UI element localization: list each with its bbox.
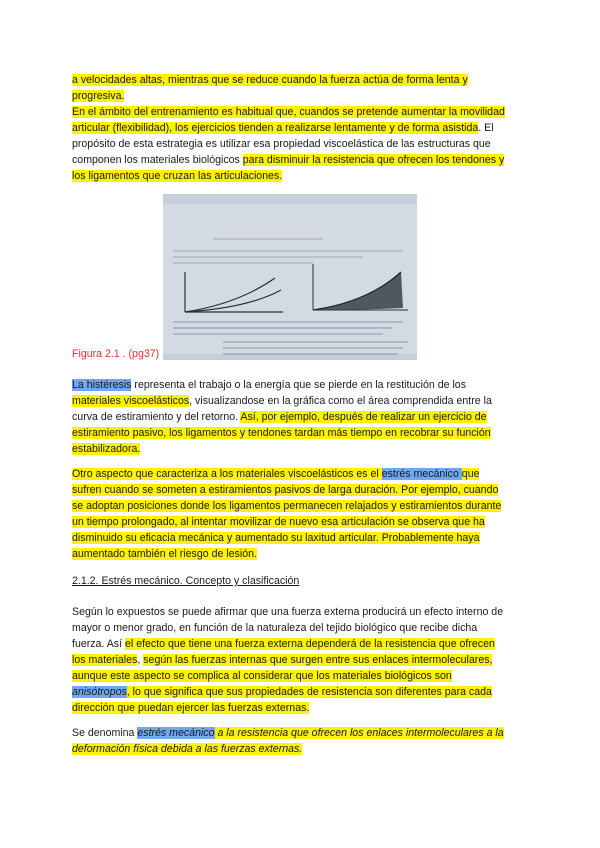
text-line: estiramiento pasivo, los ligamentos y tendones tardan más tiempo en recobrar su función <box>72 427 491 439</box>
heading-text: 2.1.2. Estrés mecánico. Concepto y clasificación <box>72 575 300 587</box>
text-line: a la resistencia que ofrecen los enlaces intermoleculares a la <box>214 727 504 739</box>
text-line: propósito de esta estrategia es utilizar esa propiedad viscoelástica de las estructuras que <box>72 138 491 150</box>
text-line: Según lo expuestos se puede afirmar que una fuerza externa producirá un efecto interno de <box>72 606 504 618</box>
figure-graph-image <box>163 194 417 360</box>
text-line: , <box>137 654 144 666</box>
text-line: , visualizandose en la gráfica como el área comprendida entre la <box>189 395 492 407</box>
text-line: deformación física debida a las fuerzas externas. <box>72 743 303 755</box>
figure-photo <box>163 194 417 360</box>
text-line: progresiva. <box>72 90 125 102</box>
text-line: materiales viscoelásticos <box>72 395 190 407</box>
text-line: articular (flexibilidad), <box>72 122 176 134</box>
highlighted-term: La histéresis <box>72 379 132 391</box>
text-line: los materiales <box>72 654 138 666</box>
text-line: aunque este aspecto se complica al considerar que los materiales biológicos son <box>72 670 452 682</box>
paragraph-flexibility <box>72 72 528 184</box>
text-line: Se denomina <box>72 727 138 739</box>
text-line: aumentado también el riesgo de lesión. <box>72 548 257 560</box>
text-line: componen los materiales biológicos <box>72 154 243 166</box>
paragraph-mechanical-stress <box>72 466 528 562</box>
text-line: para disminuir la resistencia que ofrecen los tendones y <box>242 154 505 166</box>
text-line: a velocidades altas, mientras que se reduce cuando la fuerza actúa de forma lenta y <box>72 74 468 86</box>
text-line: , lo que significa que sus propiedades de resistencia son diferentes para cada <box>126 686 492 698</box>
text-line: Otro aspecto que caracteriza a los materiales viscoelásticos es el <box>72 468 382 480</box>
text-line: el efecto que tiene una fuerza externa dependerá de la resistencia que ofrecen <box>125 638 495 650</box>
text-line: que <box>461 468 480 480</box>
text-line: fuerza. Así <box>72 638 125 650</box>
section-heading <box>72 573 528 589</box>
text-line: un tiempo prolongado, al intentar movilizar de nuevo esa articulación se observa que ha <box>72 516 485 528</box>
paragraph-external-force <box>72 604 528 716</box>
text-line: sufren cuando se someten a estiramientos pasivos de larga duración. Por ejemplo, cuando <box>72 484 499 496</box>
text-line: Así, por ejemplo, después de realizar un ejercicio de <box>240 411 487 423</box>
highlighted-term: estrés mecánico <box>137 727 215 739</box>
highlighted-term: estrés mecánico <box>381 468 462 480</box>
text-line: según las fuerzas internas que surgen entre sus enlaces intermoleculares, <box>143 654 493 666</box>
text-line: se adoptan posiciones donde los ligamentos permanecen relajados y estiramientos durante <box>72 500 502 512</box>
text-line: curva de estiramiento y del retorno. <box>72 411 241 423</box>
highlighted-term: anisótropos <box>72 686 127 698</box>
text-line: disminuido su eficacia mecánica y aumentado su laxitud articular. Probablemente haya <box>72 532 480 544</box>
text-line: representa el trabajo o la energía que se pierde en la restitución de los <box>131 379 466 391</box>
text-line: . El <box>478 122 494 134</box>
text-line: En el ámbito del entrenamiento es habitual que, cuandos se pretende aumentar la movilidad <box>72 106 505 118</box>
text-line: los ejercicios tienden a realizarse lentamente y de forma asistida <box>175 122 479 134</box>
figure-caption: Figura 2.1 . (pg37) <box>72 348 160 360</box>
text-line: estabilizadora. <box>72 443 141 455</box>
paragraph-definition <box>72 725 528 757</box>
text-line: los ligamentos que cruzan las articulaciones. <box>72 170 283 182</box>
text-line: dirección que puedan ejercer las fuerzas externas. <box>72 702 310 714</box>
paragraph-hysteresis <box>72 377 528 457</box>
text-line: mayor o menor grado, en función de la naturaleza del tejido biológico que recibe dicha <box>72 622 478 634</box>
